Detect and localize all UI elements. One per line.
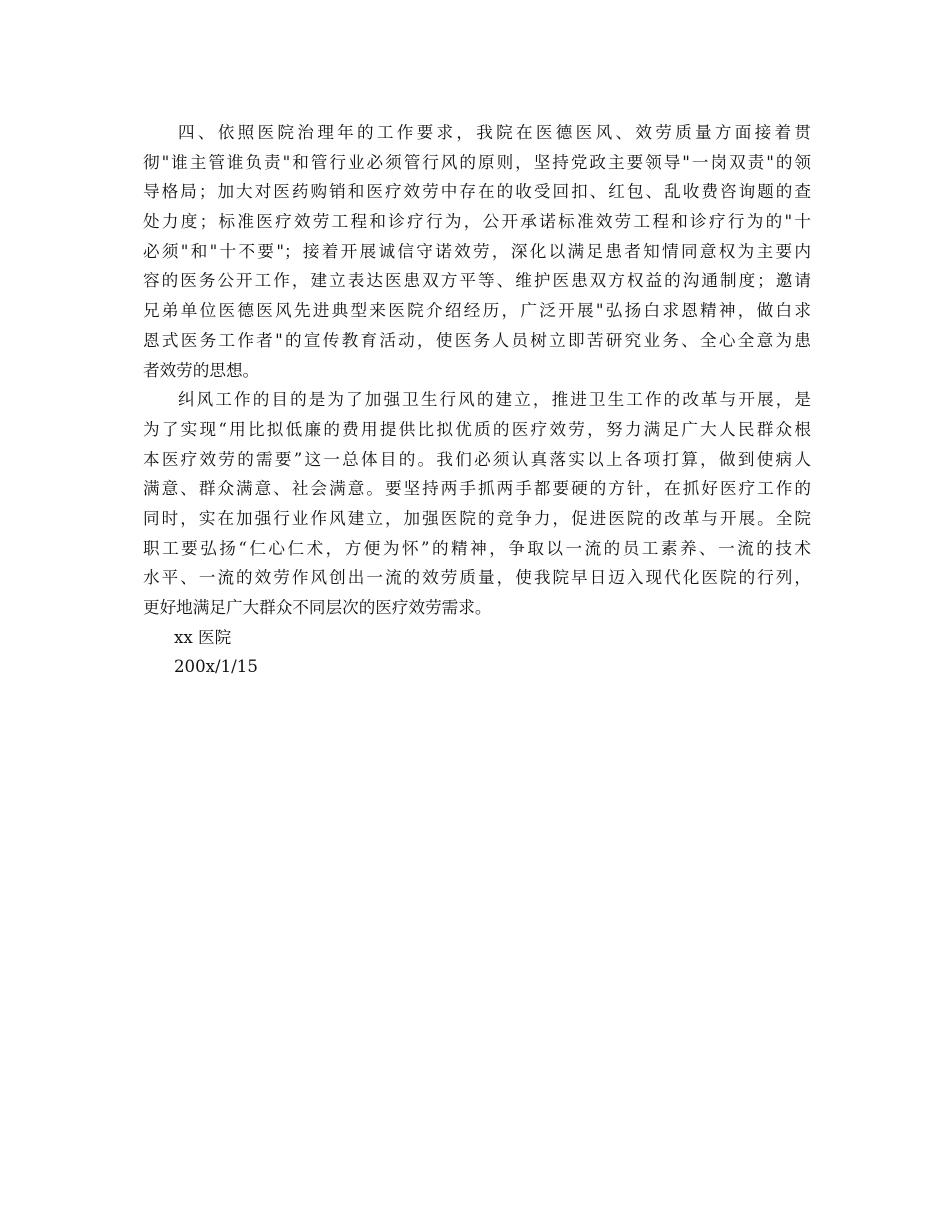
paragraph-line: 导格局；加大对医药购销和医疗效劳中存在的收受回扣、红包、乱收费咨询题的查: [143, 182, 811, 202]
paragraph-line: 职工要弘扬“仁心仁术，方便为怀”的精神，争取以一流的员工素养、一流的技术: [143, 538, 811, 558]
paragraph-hospital-requirements: [143, 118, 811, 385]
paragraph-line: 同时，实在加强行业作风建立，加强医院的竞争力，促进医院的改革与开展。全院: [143, 508, 811, 528]
document-page: [143, 118, 811, 682]
paragraph-line: 彻"谁主管谁负责"和管行业必须管行风的原则，坚持党政主要领导"一岗双责"的领: [143, 152, 811, 172]
paragraph-line: 水平、一流的效劳作风创出一流的效劳质量，使我院早日迈入现代化医院的行列，: [143, 568, 811, 588]
paragraph-line: 必须"和"十不要"；接着开展诚信守诺效劳，深化以满足患者知情同意权为主要内: [143, 241, 811, 261]
paragraph-line: 恩式医务工作者"的宣传教育活动，使医务人员树立即苦研究业务、全心全意为患: [143, 330, 811, 350]
signature: xx 医院: [174, 627, 232, 647]
paragraph-line: 兄弟单位医德医风先进典型来医院介绍经历，广泛开展"弘扬白求恩精神，做白求: [143, 301, 811, 321]
paragraph-work-goals: [143, 385, 811, 623]
date: 200x/1/15: [174, 657, 258, 677]
paragraph-line: 者效劳的思想。: [143, 360, 260, 380]
paragraph-line: 更好地满足广大群众不同层次的医疗效劳需求。: [143, 598, 492, 617]
paragraph-line: 四、依照医院治理年的工作要求，我院在医德医风、效劳质量方面接着贯: [178, 123, 811, 142]
paragraph-line: 处力度；标准医疗效劳工程和诊疗行为，公开承诺标准效劳工程和诊疗行为的"十: [143, 212, 811, 232]
paragraph-line: 满意、群众满意、社会满意。要坚持两手抓两手都要硬的方针，在抓好医疗工作的: [143, 479, 811, 499]
paragraph-line: 容的医务公开工作，建立表达医患双方平等、维护医患双方权益的沟通制度；邀请: [143, 271, 811, 291]
paragraph-line: 纠风工作的目的是为了加强卫生行风的建立，推进卫生工作的改革与开展，是: [178, 390, 811, 410]
paragraph-line: 本医疗效劳的需要”这一总体目的。我们必须认真落实以上各项打算，做到使病人: [143, 449, 811, 469]
paragraph-line: 为了实现“用比拟低廉的费用提供比拟优质的医疗效劳，努力满足广大人民群众根: [143, 419, 811, 439]
